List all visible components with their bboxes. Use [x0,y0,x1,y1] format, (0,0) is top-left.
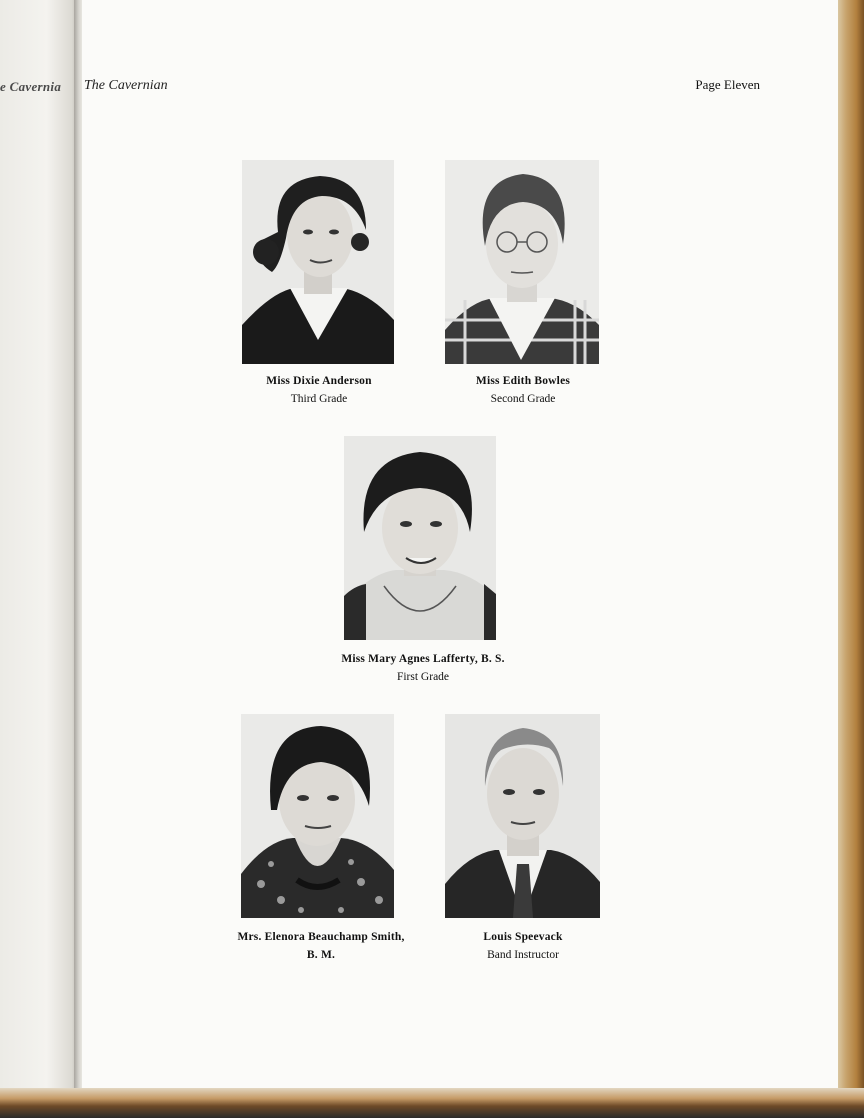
portrait-photo [445,160,599,364]
book-edge-bottom [0,1088,864,1118]
faculty-title: Band Instructor [487,949,559,961]
faculty-name: Miss Dixie Anderson [266,375,372,387]
faculty-title: Second Grade [490,393,556,405]
caption [224,372,414,408]
faculty-name: Mrs. Elenora Beauchamp Smith, [237,931,405,943]
faculty-title: First Grade [396,671,450,683]
caption [206,928,436,964]
faculty-name: Miss Mary Agnes Lafferty, B. S. [341,653,505,665]
book-edge-right [838,0,864,1100]
facing-page [0,0,78,1092]
page-number: Page Eleven [695,77,760,92]
running-title: The Cavernian [84,78,168,93]
faculty-name: Miss Edith Bowles [475,375,571,387]
faculty-title: Third Grade [290,393,348,405]
caption [300,650,546,686]
portrait-photo [241,714,394,918]
faculty-name: Louis Speevack [483,931,563,943]
portrait-photo [445,714,600,918]
faculty-degree: B. M. [306,949,336,961]
portrait-photo [344,436,496,640]
portrait-photo [242,160,394,364]
facing-page-title: e Cavernia [0,79,62,94]
caption [428,928,618,964]
caption [428,372,618,408]
